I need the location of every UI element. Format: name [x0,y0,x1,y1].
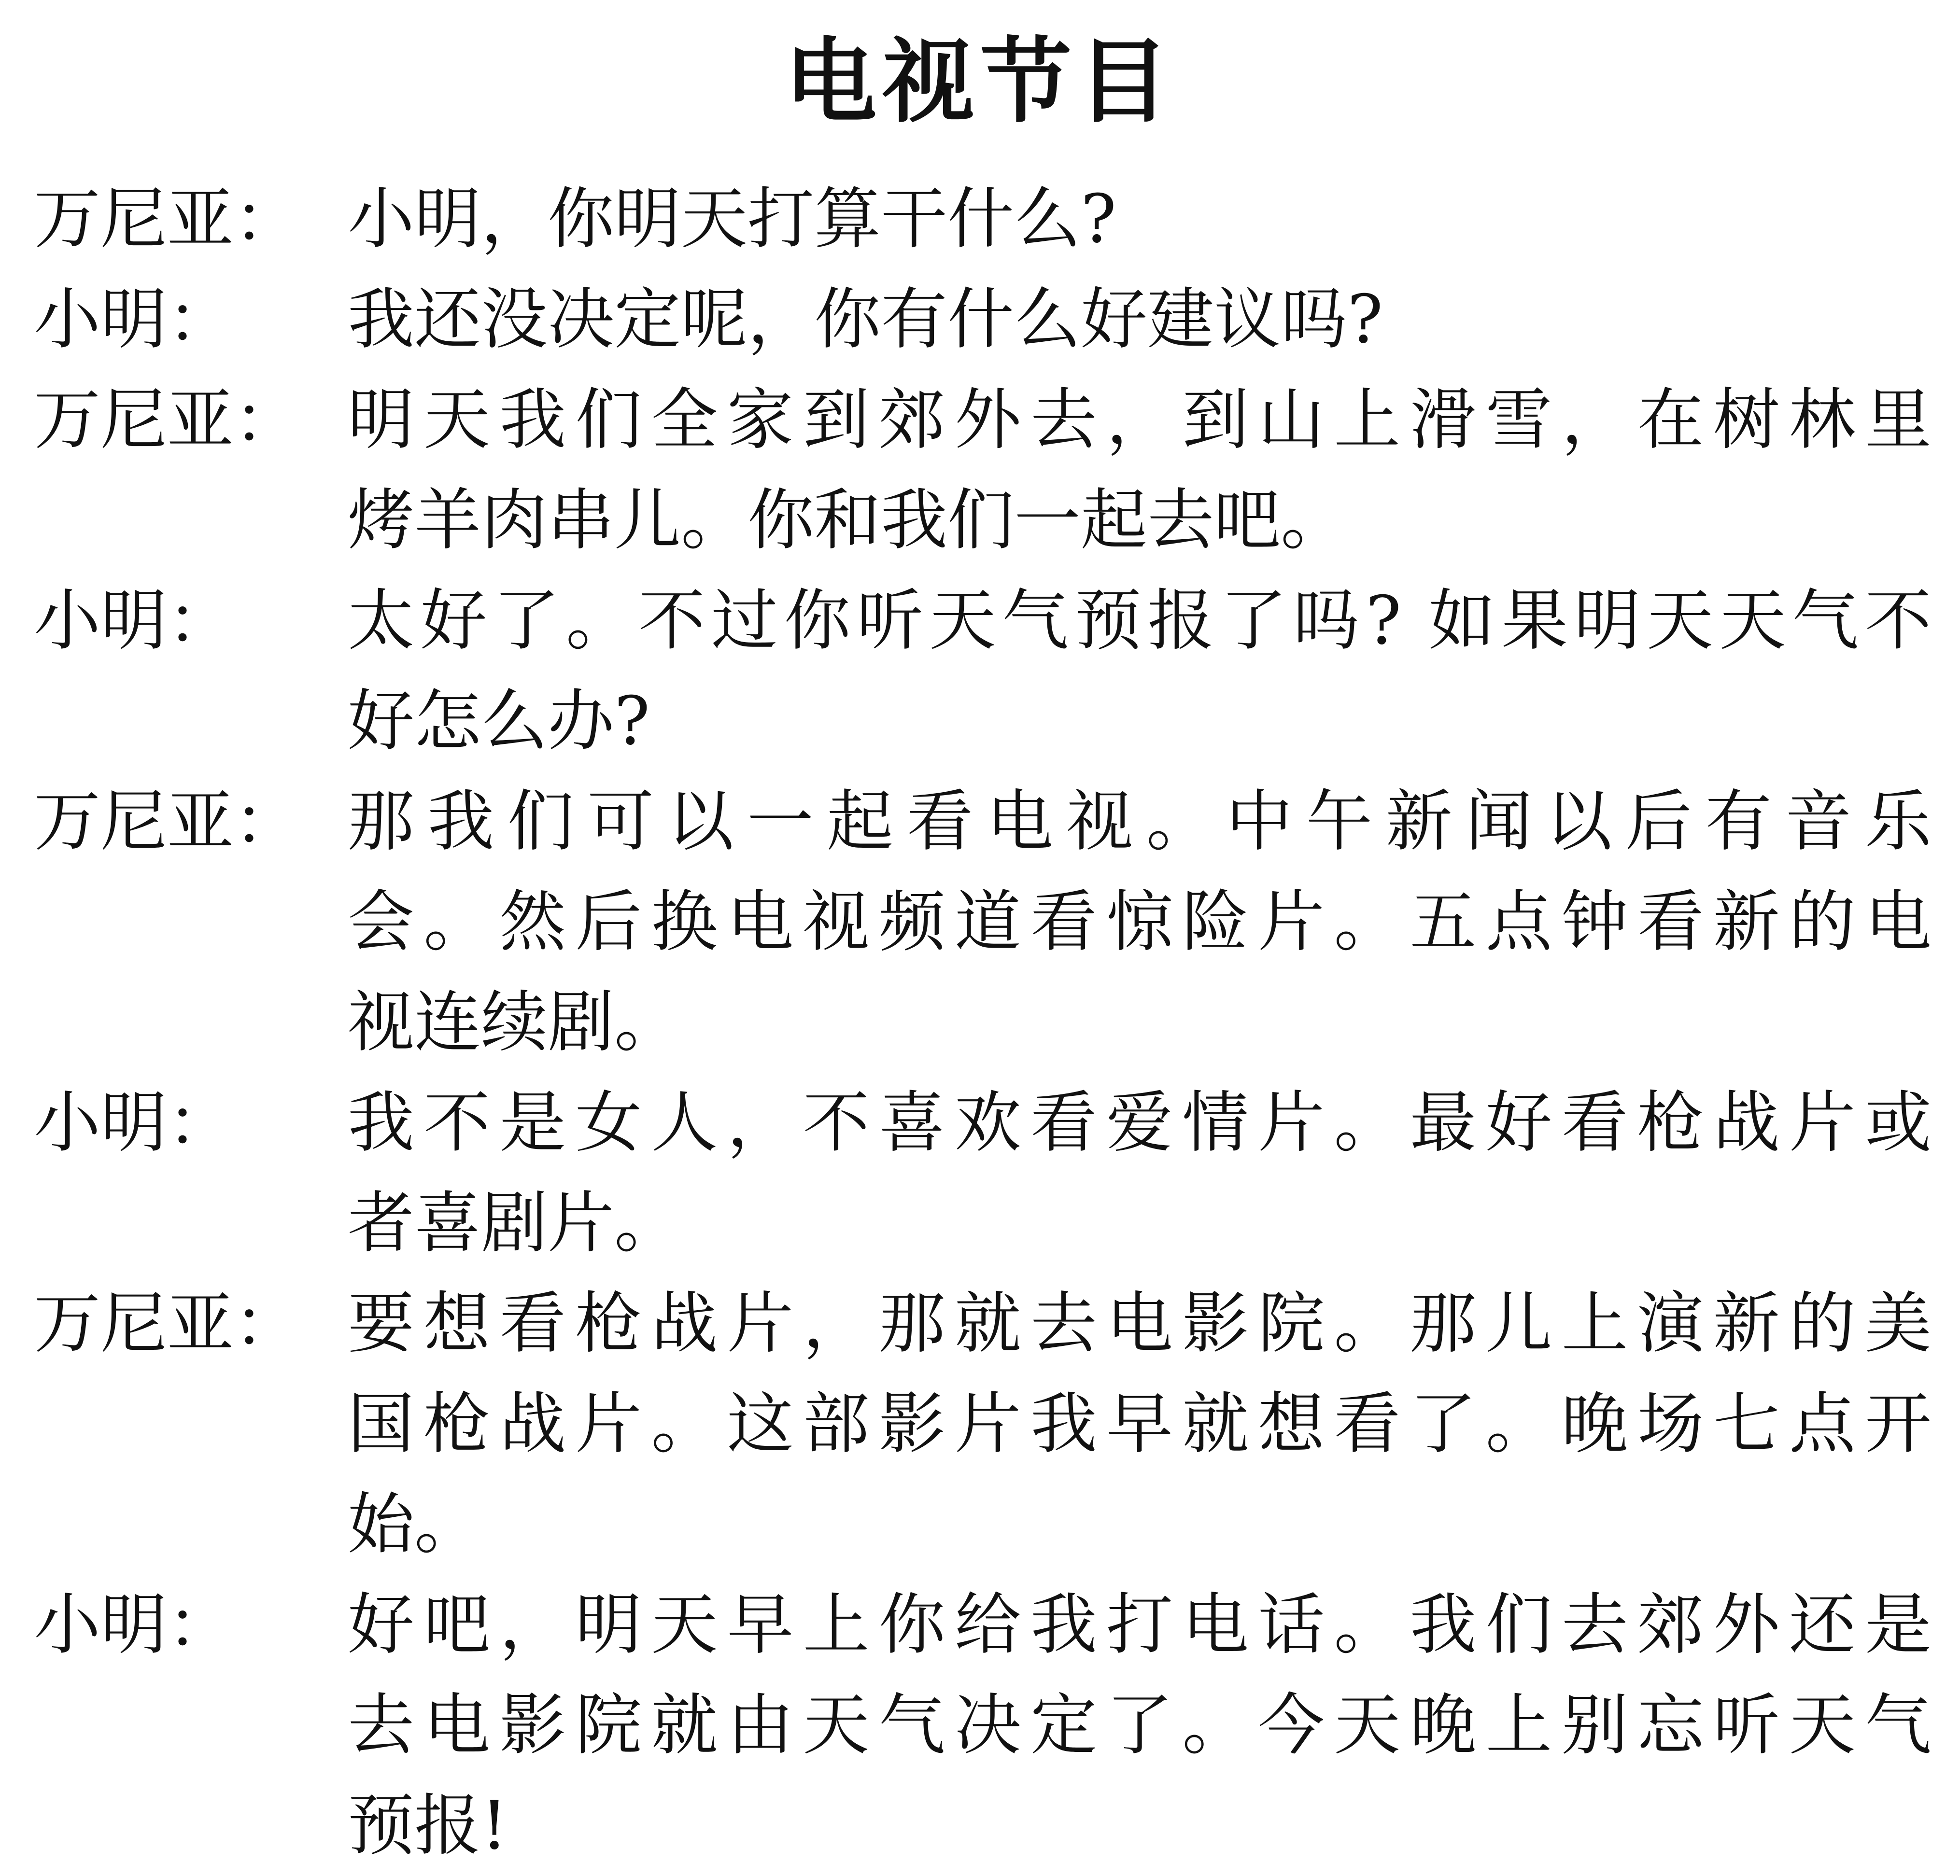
speech-line: 始。 [348,1485,481,1563]
speech-line: 小明，你明天打算干什么? [348,180,1116,258]
speech-text [348,771,1932,1073]
speaker-name: 万尼亚： [34,180,301,258]
speaker-name: 小明： [34,1084,234,1162]
dialogue-turn [34,269,1932,370]
speaker-name: 小明： [34,582,234,659]
speech-line: 好怎么办? [348,682,650,760]
speech-line: 太好了。不过你听天气预报了吗? 如果明天天气不 [348,582,1932,659]
speech-line: 烤羊肉串儿。你和我们一起去吧。 [348,481,1348,559]
dialogue-turn [34,1073,1932,1274]
dialogue-turn [34,571,1932,771]
speech-line: 去电影院就由天气决定了。今天晚上别忘听天气 [348,1686,1932,1764]
speech-line: 国枪战片。这部影片我早就想看了。晚场七点开 [348,1385,1932,1463]
dialogue-turn [34,1575,1932,1876]
speech-text [348,269,1932,370]
speech-line: 视连续剧。 [348,983,681,1061]
speech-text [348,1073,1932,1274]
speech-text [348,169,1932,269]
speech-text [348,1575,1932,1876]
speech-text [348,1274,1932,1575]
speech-line: 我还没决定呢，你有什么好建议吗? [348,280,1383,358]
dialogue-turn [34,1274,1932,1575]
speech-line: 要想看枪战片，那就去电影院。那儿上演新的美 [348,1285,1932,1362]
speech-line: 明天我们全家到郊外去，到山上滑雪，在树林里 [348,381,1932,459]
speech-line: 我不是女人，不喜欢看爱情片。最好看枪战片或 [348,1084,1932,1162]
speech-line: 会。然后换电视频道看惊险片。五点钟看新的电 [348,883,1932,961]
page-title: 电视节目 [785,28,1175,135]
speech-line: 那我们可以一起看电视。中午新闻以后有音乐 [348,783,1932,860]
speaker-name: 万尼亚： [34,381,301,459]
speaker-name: 万尼亚： [34,783,301,860]
dialogue-turn [34,370,1932,571]
dialogue-turn [34,169,1932,269]
speech-text [348,571,1932,771]
dialogue [34,169,1932,1876]
speaker-name: 小明： [34,280,234,358]
speech-line: 者喜剧片。 [348,1184,681,1262]
speech-line: 好吧，明天早上你给我打电话。我们去郊外还是 [348,1586,1932,1664]
speech-text [348,370,1932,571]
dialogue-turn [34,771,1932,1073]
speaker-name: 万尼亚： [34,1285,301,1362]
speech-line: 预报! [348,1787,508,1864]
speaker-name: 小明： [34,1586,234,1664]
